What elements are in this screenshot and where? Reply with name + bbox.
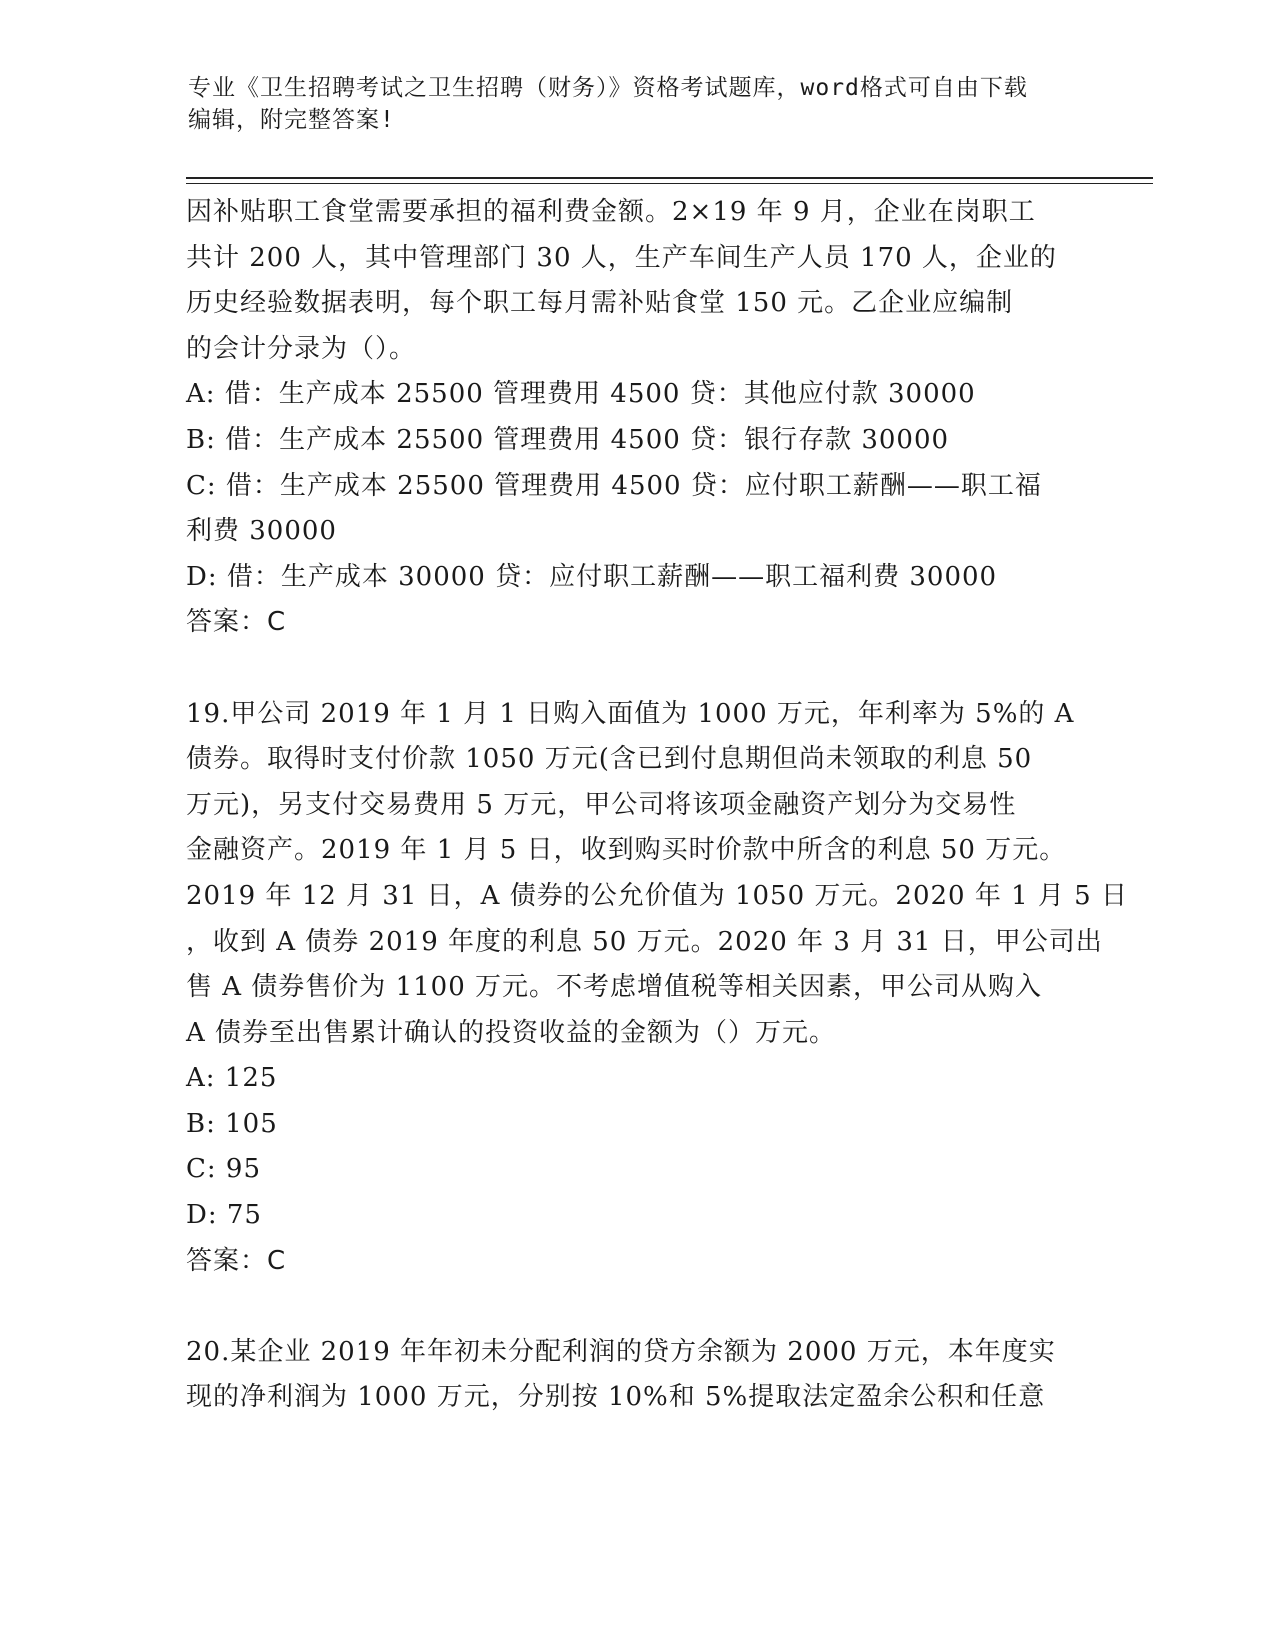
question-stem-line: 历史经验数据表明，每个职工每月需补贴食堂 150 元。乙企业应编制 [186,288,1014,319]
question-stem-line: 现的净利润为 1000 万元，分别按 10%和 5%提取法定盈余公积和任意 [186,1382,1046,1413]
spacer [186,646,1086,692]
question-stem-line: 20.某企业 2019 年年初未分配利润的贷方余额为 2000 万元，本年度实 [186,1336,1056,1367]
question-stem-line: 的会计分录为（）。 [186,333,417,364]
option-c-continued: 利费 30000 [186,516,337,547]
question-stem-line: 售 A 债券售价为 1100 万元。不考虑增值税等相关因素，甲公司从购入 [186,972,1043,1003]
option-c: C: 借：生产成本 25500 管理费用 4500 贷：应付职工薪酬——职工福 [186,470,1042,501]
question-stem-line: 金融资产。2019 年 1 月 5 日，收到购买时价款中所含的利息 50 万元。 [186,835,1067,866]
question-stem-line: 19.甲公司 2019 年 1 月 1 日购入面值为 1000 万元，年利率为 5%的 A [186,698,1075,729]
document-header [188,72,1068,136]
question-18 [186,190,1086,646]
option-c: C: 95 [186,1154,262,1185]
question-stem-line: 债券。取得时支付价款 1050 万元(含已到付息期但尚未领取的利息 50 [186,744,1033,775]
question-19 [186,692,1128,1285]
header-divider-thick [186,177,1153,179]
option-a: A: 借：生产成本 25500 管理费用 4500 贷：其他应付款 30000 [186,379,976,410]
answer-line: 答案：C [186,1245,287,1276]
answer-line: 答案：C [186,607,287,638]
question-stem-line: ，收到 A 债券 2019 年度的利息 50 万元。2020 年 3 月 31 日，甲公司出 [186,926,1103,957]
header-divider-thin [186,183,1153,184]
question-stem-line: 万元)，另支付交易费用 5 万元，甲公司将该项金融资产划分为交易性 [186,789,1017,820]
question-20 [186,1330,1086,1421]
option-a: A: 125 [186,1063,278,1094]
option-b: B: 借：生产成本 25500 管理费用 4500 贷：银行存款 30000 [186,424,950,455]
option-b: B: 105 [186,1108,278,1139]
question-stem-line: 因补贴职工食堂需要承担的福利费金额。2×19 年 9 月，企业在岗职工 [186,197,1036,227]
question-content [186,190,1128,1421]
header-line: 专业《卫生招聘考试之卫生招聘（财务）》资格考试题库，word格式可自由下载 [188,75,1028,101]
spacer [186,1284,1086,1330]
question-stem-line: A 债券至出售累计确认的投资收益的金额为（）万元。 [186,1017,837,1048]
option-d: D: 75 [186,1200,262,1231]
header-line: 编辑，附完整答案! [188,107,395,133]
question-stem-line: 共计 200 人，其中管理部门 30 人，生产车间生产人员 170 人，企业的 [186,242,1057,273]
option-d: D: 借：生产成本 30000 贷：应付职工薪酬——职工福利费 30000 [186,561,998,592]
question-stem-line: 2019 年 12 月 31 日，A 债券的公允价值为 1050 万元。2020 年 1 月 5 日 [186,880,1128,911]
